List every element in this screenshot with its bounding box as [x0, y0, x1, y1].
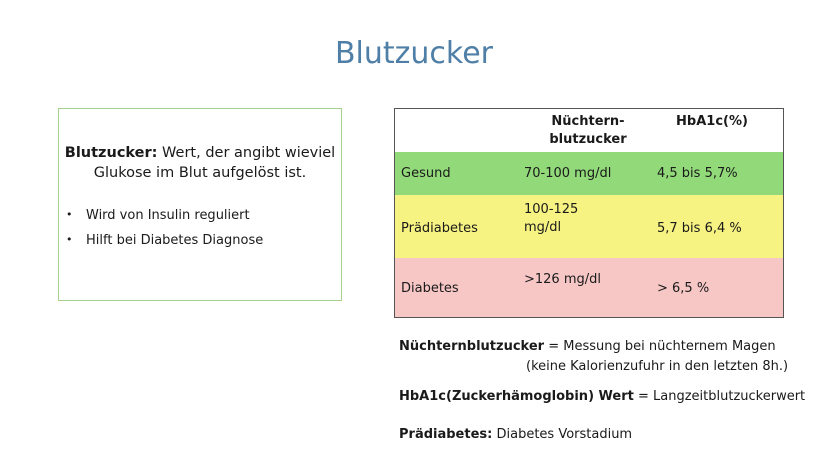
- bullet-icon: •: [66, 233, 73, 246]
- definition-text-line2: Glukose im Blut aufgelöst ist.: [93, 165, 307, 181]
- row-label-praediabetes: Prädiabetes: [401, 221, 478, 236]
- definition-text-line1: Wert, der angibt wieviel: [157, 145, 336, 161]
- blood-sugar-table: [394, 108, 784, 318]
- cell-hba1c-diabetes: > 6,5 %: [657, 281, 710, 296]
- cell-nuechtern-diabetes: >126 mg/dl: [524, 272, 601, 287]
- note-term: Nüchternblutzucker: [399, 339, 545, 354]
- table-row: [395, 258, 783, 317]
- table-header-row: [395, 109, 783, 153]
- bullet-item: [66, 208, 263, 233]
- note-term: Prädiabetes:: [399, 427, 493, 442]
- cell-nuechtern-gesund: 70-100 mg/dl: [524, 166, 612, 181]
- table-row: [395, 152, 783, 195]
- bullet-text: Hilft bei Diabetes Diagnose: [86, 233, 264, 248]
- header-nuechtern: [523, 113, 653, 149]
- cell-hba1c-gesund: 4,5 bis 5,7%: [657, 166, 738, 181]
- header-nuechtern-line1: Nüchtern-: [551, 114, 625, 129]
- header-nuechtern-line2: blutzucker: [549, 132, 627, 147]
- cell-nuechtern-praediabetes: [524, 201, 578, 237]
- note-text: = Messung bei nüchternem Magen: [544, 339, 776, 354]
- note-hba1c: [399, 388, 805, 406]
- cell-nuechtern-praediabetes-line2: mg/dl: [524, 220, 562, 235]
- cell-hba1c-praediabetes: 5,7 bis 6,4 %: [657, 221, 742, 236]
- row-label-gesund: Gesund: [401, 166, 451, 181]
- table-row: [395, 195, 783, 258]
- row-label-diabetes: Diabetes: [401, 281, 459, 296]
- bullet-item: [66, 233, 263, 258]
- definition-text: [59, 143, 341, 183]
- bullet-text: Wird von Insulin reguliert: [86, 208, 250, 223]
- note-nuechternblutzucker: [399, 338, 776, 356]
- header-hba1c: HbA1c(%): [676, 114, 748, 129]
- cell-nuechtern-praediabetes-line1: 100-125: [524, 202, 579, 217]
- definition-term: Blutzucker:: [64, 145, 158, 161]
- note-text: Diabetes Vorstadium: [492, 427, 633, 442]
- bullet-icon: •: [66, 208, 73, 221]
- definition-line-1: [59, 143, 341, 163]
- note-text: = Langzeitblutzuckerwert: [633, 389, 806, 404]
- note-praediabetes: [399, 426, 632, 444]
- note-nuechternblutzucker-sub: (keine Kalorienzufuhr in den letzten 8h.): [526, 359, 789, 374]
- slide-title: Blutzucker: [334, 36, 494, 71]
- definition-bullets: [66, 208, 263, 258]
- note-term: HbA1c(Zuckerhämoglobin) Wert: [399, 389, 634, 404]
- definition-box: [58, 108, 342, 301]
